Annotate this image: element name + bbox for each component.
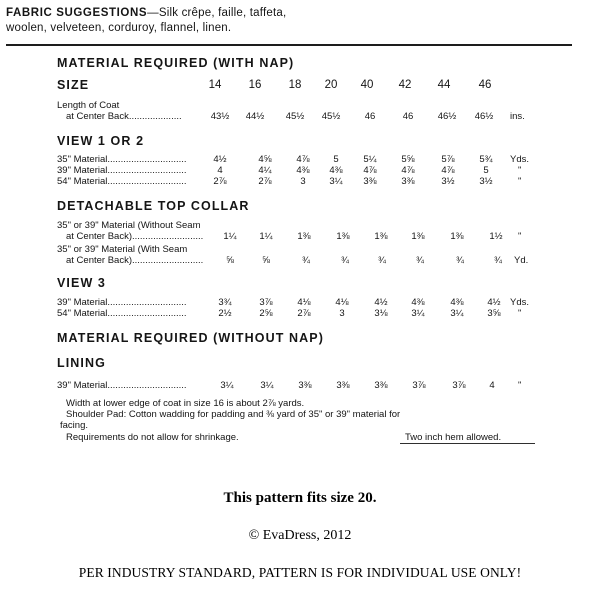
table-cell: 1⅜ (411, 231, 425, 242)
table-cell: 45½ (285, 111, 305, 122)
table-cell: ⅝ (262, 255, 270, 266)
size-20: 20 (324, 79, 338, 91)
table-cell: 46 (364, 111, 376, 122)
table-cell: 3⅜ (363, 176, 377, 187)
note-shoulder-line2: facing. (60, 420, 88, 431)
table-cell: ¾ (416, 255, 424, 266)
table-cell: ¾ (302, 255, 310, 266)
table-cell: 3⅜ (374, 380, 388, 391)
size-40: 40 (360, 79, 374, 91)
table-cell: 3¾ (218, 297, 232, 308)
table-cell: 5¼ (363, 154, 377, 165)
table-cell: 2⅞ (258, 176, 272, 187)
table-cell: 5 (483, 165, 489, 176)
table-cell: 4 (489, 380, 495, 391)
row-label: 39" Material (57, 297, 108, 308)
size-label: SIZE (57, 78, 90, 92)
table-cell: 3½ (479, 176, 493, 187)
table-cell: 4½ (487, 297, 501, 308)
table-cell: 3⅝ (487, 308, 501, 319)
table-cell: 5⅞ (441, 154, 455, 165)
table-row: 39" Material.............................. 3¼ 3¼ 3⅜ 3⅜ 3⅜ 3⅞ 3⅞ 4 " (57, 380, 522, 391)
table-cell: 4 (217, 165, 223, 176)
table-cell: 3⅜ (401, 176, 415, 187)
table-cell: ¾ (494, 255, 502, 266)
table-cell: 3 (300, 176, 306, 187)
lining-heading: LINING (57, 356, 106, 370)
table-cell: 4¼ (258, 165, 272, 176)
table-cell: 44½ (245, 111, 265, 122)
table-cell: 4⅜ (329, 165, 343, 176)
table-cell: 2⅞ (213, 176, 227, 187)
usage-disclaimer: PER INDUSTRY STANDARD, PATTERN IS FOR INDIVIDUAL USE ONLY! (78, 565, 522, 580)
size-42: 42 (398, 79, 412, 91)
table-cell: 3⅜ (298, 380, 312, 391)
fabric-text-line2: woolen, velveteen, corduroy, flannel, linen. (6, 22, 232, 34)
view3-heading: VIEW 3 (57, 276, 106, 290)
table-cell: 1⅜ (297, 231, 311, 242)
table-cell: 1⅜ (374, 231, 388, 242)
without-nap-heading: MATERIAL REQUIRED (WITHOUT NAP) (57, 331, 324, 345)
section-rule (6, 44, 572, 46)
table-cell: 2½ (218, 308, 232, 319)
note-shoulder-line1: Shoulder Pad: Cotton wadding for padding and ⅜ yard of 35" or 39" material for (66, 409, 401, 420)
row-label: 54" Material (57, 176, 108, 187)
table-unit: " (518, 176, 522, 187)
table-cell: 43½ (210, 111, 230, 122)
table-cell: 3½ (441, 176, 455, 187)
collar-row2-label1: 35" or 39" Material (With Seam (57, 244, 188, 255)
table-cell: ⅝ (226, 255, 234, 266)
table-unit: " (518, 308, 522, 319)
table-cell: 4⅜ (411, 297, 425, 308)
row-label: 54" Material (57, 308, 108, 319)
table-row: at Center Back)........................... ⅝ ⅝ ¾ ¾ ¾ ¾ ¾ ¾ Yd. (66, 255, 529, 266)
coat-length-label1: Length of Coat (57, 100, 120, 111)
table-cell: ¾ (378, 255, 386, 266)
table-cell: 3⅞ (412, 380, 426, 391)
table-row: 39" Material.............................. 3¾ 3⅞ 4⅛ 4⅛ 4½ 4⅜ 4⅜ 4½ Yds. (57, 297, 530, 308)
fits-size-text: This pattern fits size 20. (223, 490, 377, 506)
table-cell: 3¼ (411, 308, 425, 319)
table-cell: 4⅞ (363, 165, 377, 176)
table-row: 54" Material.............................. 2⅞ 2⅞ 3 3¼ 3⅜ 3⅜ 3½ 3½ " (57, 176, 522, 187)
hem-underline (400, 443, 535, 444)
table-unit: Yds. (510, 154, 530, 165)
table-cell: 4⅞ (296, 154, 310, 165)
table-cell: 3⅛ (374, 308, 388, 319)
fabric-heading: FABRIC SUGGESTIONS (6, 7, 148, 19)
table-cell: 5⅝ (401, 154, 415, 165)
table-row: at Center Back)........................... 1¼ 1¼ 1⅜ 1⅜ 1⅜ 1⅜ 1⅜ 1½ " (66, 231, 522, 242)
table-cell: 3¼ (329, 176, 343, 187)
table-cell: 1¼ (223, 231, 237, 242)
table-cell: 1⅜ (336, 231, 350, 242)
table-row: 35" Material.............................. 4½ 4⅝ 4⅞ 5 5¼ 5⅝ 5⅞ 5¾ Yds. (57, 154, 530, 165)
collar-row1-label2: at Center Back) (66, 231, 132, 242)
table-cell: 46 (402, 111, 414, 122)
size-18: 18 (288, 79, 302, 91)
table-cell: 1⅜ (450, 231, 464, 242)
collar-row1-label1: 35" or 39" Material (Without Seam (57, 220, 201, 231)
table-unit: " (518, 165, 522, 176)
table-row: 39" Material.............................. 4 4¼ 4⅜ 4⅜ 4⅞ 4⅞ 4⅞ 5 " (57, 165, 522, 176)
table-cell: 3¼ (220, 380, 234, 391)
row-label: 35" Material (57, 154, 108, 165)
table-cell: 1¼ (259, 231, 273, 242)
table-cell: 3⅞ (452, 380, 466, 391)
table-cell: 4⅛ (335, 297, 349, 308)
fabric-suggestions (6, 6, 566, 36)
table-cell: 5¾ (479, 154, 493, 165)
with-nap-heading: MATERIAL REQUIRED (WITH NAP) (57, 56, 295, 70)
size-14: 14 (208, 79, 222, 91)
table-cell: 4⅞ (441, 165, 455, 176)
table-cell: 3 (339, 308, 345, 319)
table-row: 54" Material.............................. 2½ 2⅝ 2⅞ 3 3⅛ 3¼ 3¼ 3⅝ " (57, 308, 522, 319)
table-cell: 3⅞ (259, 297, 273, 308)
table-cell: 4⅛ (297, 297, 311, 308)
collar-row2-label2: at Center Back) (66, 255, 132, 266)
table-unit: ins. (510, 111, 525, 122)
table-cell: 2⅝ (259, 308, 273, 319)
collar-heading: DETACHABLE TOP COLLAR (57, 199, 250, 213)
table-cell: 2⅞ (297, 308, 311, 319)
row-label: 39" Material (57, 380, 108, 391)
table-cell: 4⅝ (258, 154, 272, 165)
table-cell: 4½ (374, 297, 388, 308)
table-cell: 4⅜ (450, 297, 464, 308)
view12-heading: VIEW 1 OR 2 (57, 134, 145, 148)
table-cell: 4⅜ (296, 165, 310, 176)
table-cell: 1½ (489, 231, 503, 242)
table-cell: 45½ (321, 111, 341, 122)
note-width: Width at lower edge of coat in size 16 is about 2⅞ yards. (66, 398, 305, 409)
table-cell: ¾ (341, 255, 349, 266)
table-cell: 3⅜ (336, 380, 350, 391)
table-cell: 3¼ (260, 380, 274, 391)
table-unit: " (518, 380, 522, 391)
size-16: 16 (248, 79, 262, 91)
table-unit: Yds. (510, 297, 530, 308)
row-label: 39" Material (57, 165, 108, 176)
table-cell: 46½ (437, 111, 457, 122)
table-cell: ¾ (456, 255, 464, 266)
fabric-text-line1: —Silk crêpe, faille, taffeta, (147, 7, 287, 19)
table-cell: 5 (333, 154, 339, 165)
note-hem: Two inch hem allowed. (405, 432, 502, 443)
size-46: 46 (478, 79, 492, 91)
table-unit: Yd. (514, 255, 529, 266)
table-cell: 3¼ (450, 308, 464, 319)
note-shrinkage: Requirements do not allow for shrinkage. (66, 432, 239, 443)
coat-length-row: at Center Back.................... 43½ 44½ 45½ 45½ 46 46 46½ 46½ ins. (66, 111, 525, 122)
copyright-text: © EvaDress, 2012 (248, 528, 352, 543)
table-cell: 4⅞ (401, 165, 415, 176)
size-44: 44 (437, 79, 451, 91)
table-cell: 46½ (474, 111, 494, 122)
coat-length-label2: at Center Back (66, 111, 129, 122)
size-row (0, 80, 600, 92)
table-unit: " (518, 231, 522, 242)
table-cell: 4½ (213, 154, 227, 165)
